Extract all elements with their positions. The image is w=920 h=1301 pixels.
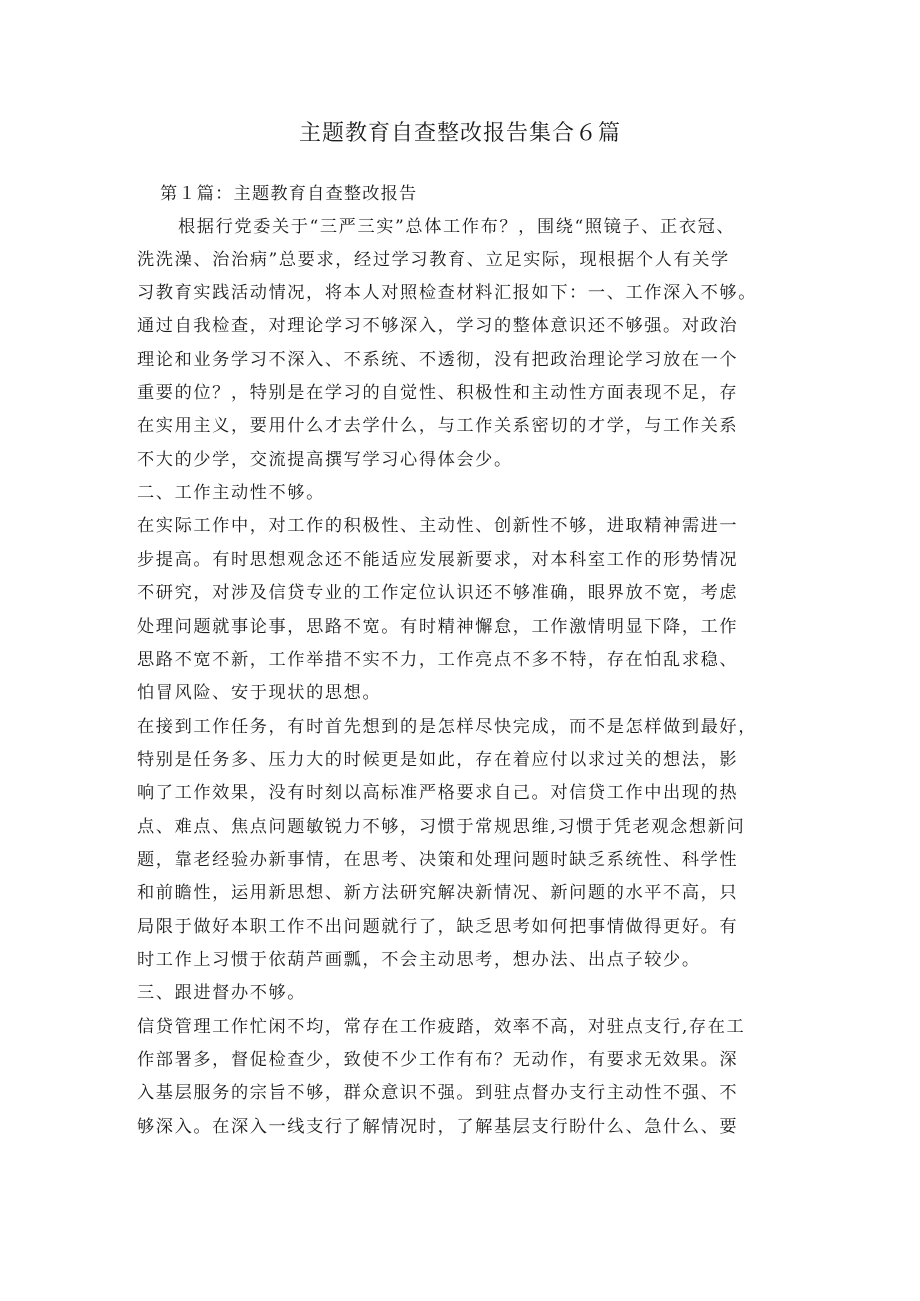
text-line: 时工作上习惯于依葫芦画瓢，不会主动思考，想办法、出点子较少。	[137, 950, 701, 970]
text-line: 不研究，对涉及信贷专业的工作定位认识还不够准确，眼界放不宽，考虑	[137, 583, 739, 603]
text-line: 习教育实践活动情况，将本人对照检查材料汇报如下：一、工作深入不够。	[137, 283, 757, 303]
section-heading: 二、工作主动性不够。	[137, 483, 325, 503]
text-line: 作部署多，督促检查少，致使不少工作有布？无动作，有要求无效果。深	[137, 1050, 739, 1070]
text-line: 洗洗澡、治治病”总要求，经过学习教育、立足实际，现根据个人有关学	[137, 250, 730, 270]
text-line: 怕冒风险、安于现状的思想。	[137, 683, 382, 703]
text-line: 在实际工作中，对工作的积极性、主动性、创新性不够，进取精神需进一	[137, 516, 739, 536]
text-line: 不大的少学，交流提高撰写学习心得体会少。	[137, 450, 513, 470]
text-line: 信贷管理工作忙闲不均，常存在工作疲踏，效率不高，对驻点支行,存在工	[137, 1017, 746, 1037]
text-line: 特别是任务多、压力大的时候更是如此，存在着应付以求过关的想法，影	[137, 750, 739, 770]
document-title: 主题教育自查整改报告集合６篇	[298, 121, 621, 146]
text-line: 在实用主义，要用什么才去学什么，与工作关系密切的才学，与工作关系	[137, 416, 739, 436]
text-line: 响了工作效果，没有时刻以高标准严格要求自己。对信贷工作中出现的热	[137, 783, 739, 803]
text-line: 在接到工作任务，有时首先想到的是怎样尽快完成，而不是怎样做到最好，	[137, 717, 757, 737]
text-line: 通过自我检查，对理论学习不够深入，学习的整体意识还不够强。对政治	[137, 316, 739, 336]
text-line: 点、难点、焦点问题敏锐力不够，习惯于常规思维,习惯于凭老观念想新问	[137, 817, 746, 837]
text-line: 根据行党委关于“三严三实”总体工作布？，围绕“照镜子、正衣冠、	[178, 217, 736, 237]
text-line: 理论和业务学习不深入、不系统、不透彻，没有把政治理论学习放在一个	[137, 350, 739, 370]
text-line: 够深入。在深入一线支行了解情况时，了解基层支行盼什么、急什么、要	[137, 1117, 739, 1137]
section-heading: 三、跟进督办不够。	[137, 983, 307, 1003]
text-line: 题，靠老经验办新事情，在思考、决策和处理问题时缺乏系统性、科学性	[137, 850, 739, 870]
text-line: 处理问题就事论事，思路不宽。有时精神懈怠，工作激情明显下降，工作	[137, 617, 739, 637]
chapter-heading: 第１篇：主题教育自查整改报告	[160, 184, 418, 204]
text-line: 局限于做好本职工作不出问题就行了，缺乏思考如何把事情做得更好。有	[137, 917, 739, 937]
text-line: 步提高。有时思想观念还不能适应发展新要求，对本科室工作的形势情况	[137, 550, 739, 570]
text-line: 入基层服务的宗旨不够，群众意识不强。到驻点督办支行主动性不强、不	[137, 1083, 739, 1103]
text-line: 思路不宽不新，工作举措不实不力，工作亮点不多不特，存在怕乱求稳、	[137, 650, 739, 670]
text-line: 重要的位？，特别是在学习的自觉性、积极性和主动性方面表现不足，存	[137, 383, 739, 403]
text-line: 和前瞻性，运用新思想、新方法研究解决新情况、新问题的水平不高，只	[137, 883, 739, 903]
